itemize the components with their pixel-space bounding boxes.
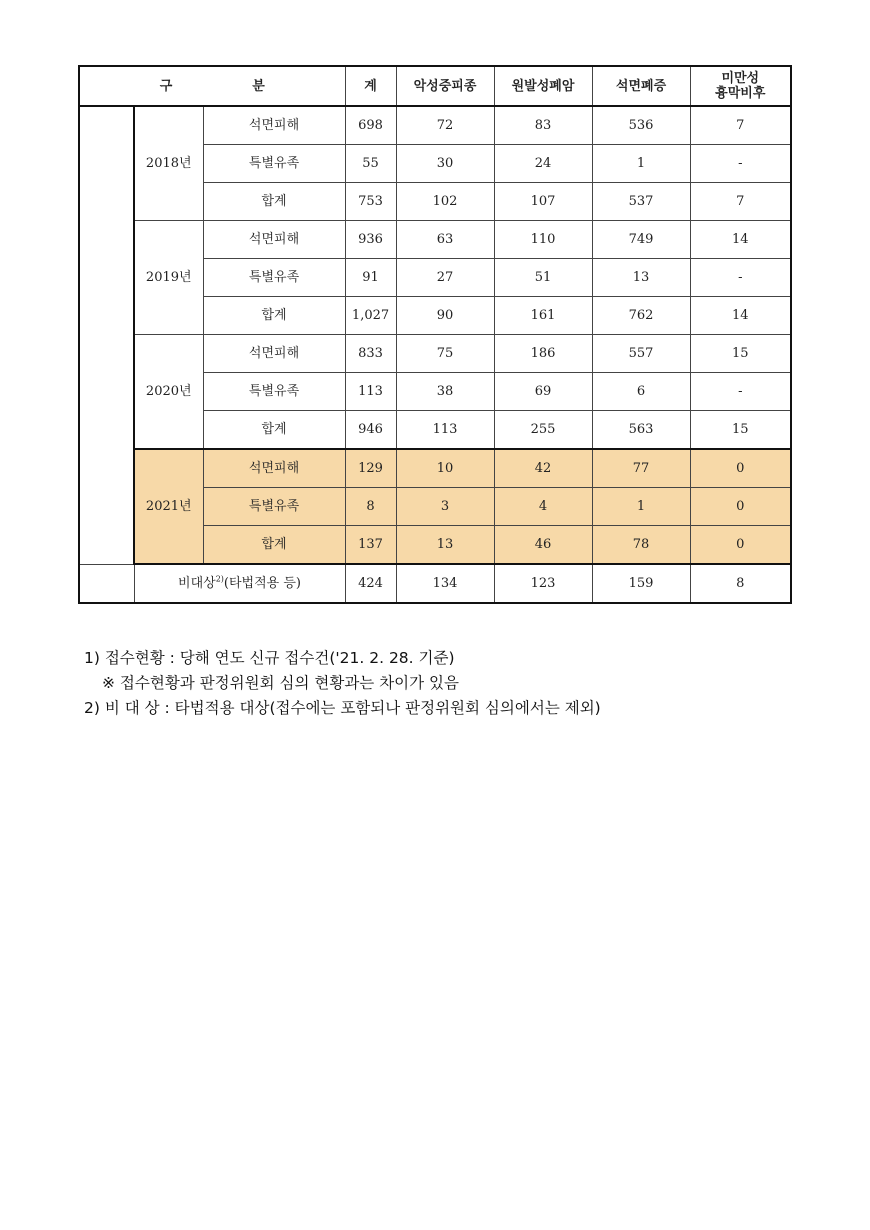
value-cell: 7 [690, 183, 791, 221]
non-target-label [134, 564, 345, 603]
statistics-table [78, 65, 792, 604]
value-cell: 563 [592, 411, 690, 450]
left-spacer-cell-bottom [79, 564, 134, 603]
row-label: 석면피해 [203, 335, 345, 373]
footnote-1-remark: ※ 접수현황과 판정위원회 심의 현황과는 차이가 있음 [102, 674, 459, 692]
table-row [79, 106, 791, 145]
row-label: 석면피해 [203, 449, 345, 488]
row-label-total: 합계 [203, 183, 345, 221]
value-cell: 69 [494, 373, 592, 411]
row-label-total: 합계 [203, 411, 345, 450]
value-cell: 186 [494, 335, 592, 373]
value-cell: 13 [396, 526, 494, 565]
value-cell: 14 [690, 221, 791, 259]
value-cell: 137 [345, 526, 396, 565]
table-row-highlighted [79, 449, 791, 488]
row-label: 석면피해 [203, 221, 345, 259]
year-cell: 2018년 [134, 106, 203, 221]
year-cell: 2020년 [134, 335, 203, 450]
value-cell: 161 [494, 297, 592, 335]
year-cell: 2021년 [134, 449, 203, 564]
header-mesothelioma: 악성중피종 [396, 66, 494, 106]
value-cell: 24 [494, 145, 592, 183]
value-cell: 3 [396, 488, 494, 526]
value-cell: 110 [494, 221, 592, 259]
table-row-non-target [79, 564, 791, 603]
row-label: 특별유족 [203, 145, 345, 183]
value-cell: - [690, 145, 791, 183]
row-label: 특별유족 [203, 259, 345, 297]
value-cell: 255 [494, 411, 592, 450]
value-cell: 27 [396, 259, 494, 297]
value-cell: 1 [592, 145, 690, 183]
value-cell: 6 [592, 373, 690, 411]
footnote-1: 1) 접수현황 : 당해 연도 신규 접수건('21. 2. 28. 기준) [84, 649, 455, 667]
value-cell: 8 [345, 488, 396, 526]
value-cell: 557 [592, 335, 690, 373]
value-cell: 7 [690, 106, 791, 145]
footnote-2: 2) 비 대 상 : 타법적용 대상(접수에는 포함되나 판정위원회 심의에서는 제외) [84, 699, 601, 717]
value-cell: 134 [396, 564, 494, 603]
value-cell: 63 [396, 221, 494, 259]
value-cell: 78 [592, 526, 690, 565]
value-cell: 30 [396, 145, 494, 183]
header-pleural-line2: 흉막비후 [715, 86, 766, 101]
header-pleural-thickening [690, 66, 791, 106]
non-target-label-note: (타법적용 등) [223, 576, 301, 591]
value-cell: 749 [592, 221, 690, 259]
value-cell: 698 [345, 106, 396, 145]
row-label: 석면피해 [203, 106, 345, 145]
non-target-label-main: 비대상 [178, 576, 216, 591]
table-header-row [79, 66, 791, 106]
row-label: 특별유족 [203, 488, 345, 526]
value-cell: 0 [690, 488, 791, 526]
table-row [79, 335, 791, 373]
value-cell: 55 [345, 145, 396, 183]
header-category-part1: 구 [159, 78, 173, 94]
value-cell: - [690, 259, 791, 297]
value-cell: 42 [494, 449, 592, 488]
value-cell: 113 [396, 411, 494, 450]
value-cell: 10 [396, 449, 494, 488]
value-cell: - [690, 373, 791, 411]
value-cell: 0 [690, 449, 791, 488]
value-cell: 946 [345, 411, 396, 450]
value-cell: 1 [592, 488, 690, 526]
value-cell: 123 [494, 564, 592, 603]
value-cell: 91 [345, 259, 396, 297]
value-cell: 102 [396, 183, 494, 221]
value-cell: 1,027 [345, 297, 396, 335]
year-cell: 2019년 [134, 221, 203, 335]
value-cell: 936 [345, 221, 396, 259]
header-total: 계 [345, 66, 396, 106]
value-cell: 72 [396, 106, 494, 145]
header-lung-cancer: 원발성폐암 [494, 66, 592, 106]
value-cell: 15 [690, 335, 791, 373]
value-cell: 113 [345, 373, 396, 411]
non-target-footnote-ref: 2) [215, 574, 224, 584]
footnotes [84, 646, 601, 721]
value-cell: 46 [494, 526, 592, 565]
value-cell: 762 [592, 297, 690, 335]
value-cell: 75 [396, 335, 494, 373]
value-cell: 753 [345, 183, 396, 221]
value-cell: 537 [592, 183, 690, 221]
value-cell: 536 [592, 106, 690, 145]
value-cell: 51 [494, 259, 592, 297]
header-asbestosis: 석면폐증 [592, 66, 690, 106]
table-row [79, 221, 791, 259]
value-cell: 159 [592, 564, 690, 603]
value-cell: 4 [494, 488, 592, 526]
statistics-table-container [78, 65, 790, 604]
row-label-total: 합계 [203, 297, 345, 335]
header-category-part2: 분 [252, 78, 265, 94]
value-cell: 15 [690, 411, 791, 450]
header-category [79, 66, 345, 106]
left-spacer-cell [79, 106, 134, 564]
value-cell: 83 [494, 106, 592, 145]
value-cell: 0 [690, 526, 791, 565]
value-cell: 833 [345, 335, 396, 373]
value-cell: 424 [345, 564, 396, 603]
row-label: 특별유족 [203, 373, 345, 411]
value-cell: 90 [396, 297, 494, 335]
value-cell: 107 [494, 183, 592, 221]
value-cell: 77 [592, 449, 690, 488]
header-pleural-line1: 미만성 [721, 71, 760, 86]
value-cell: 13 [592, 259, 690, 297]
value-cell: 129 [345, 449, 396, 488]
value-cell: 8 [690, 564, 791, 603]
value-cell: 38 [396, 373, 494, 411]
value-cell: 14 [690, 297, 791, 335]
row-label-total: 합계 [203, 526, 345, 565]
